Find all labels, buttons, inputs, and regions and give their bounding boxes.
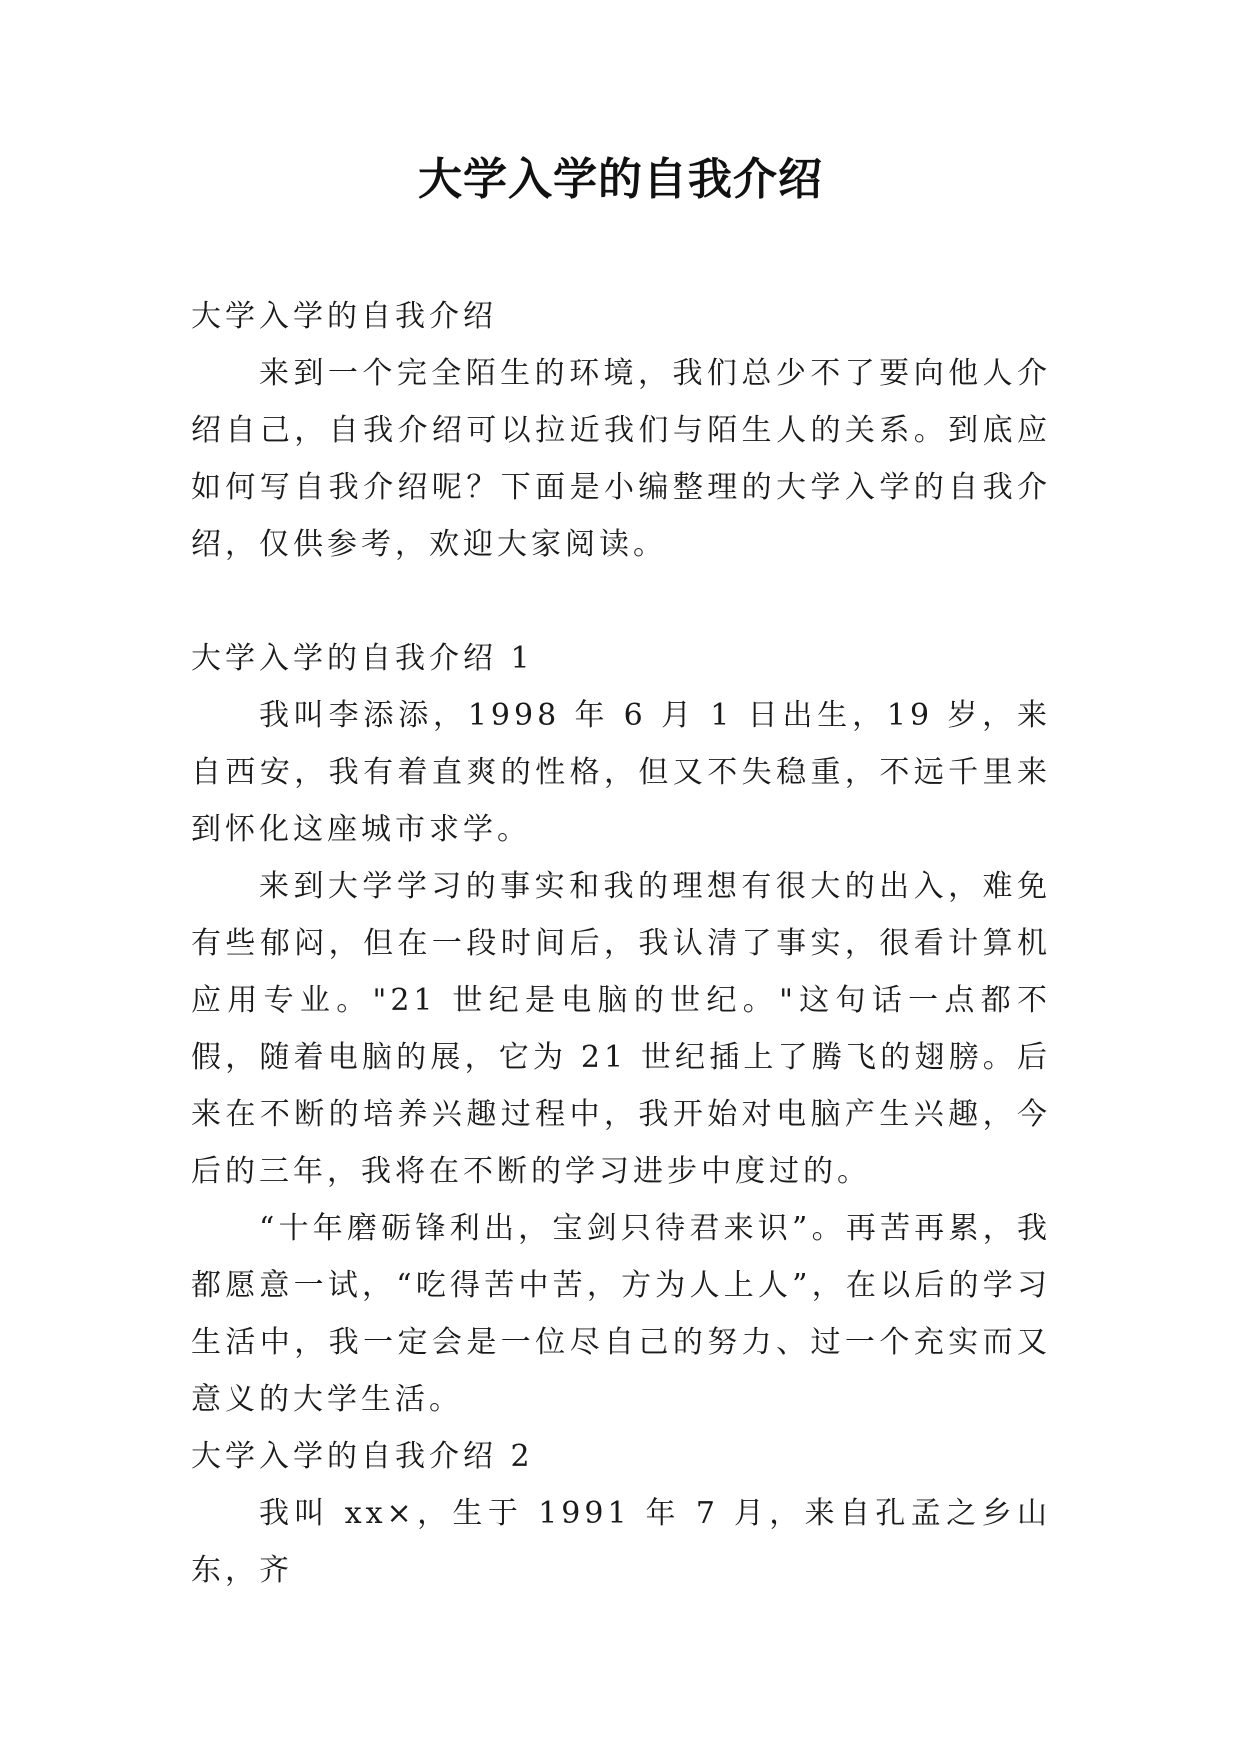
- section-1-paragraph-1: 我叫李添添，1998 年 6 月 1 日出生，19 岁，来自西安，我有着直爽的性格，但又不失稳重，不远千里来到怀化这座城市求学。: [191, 698, 1051, 847]
- section-1-paragraph-2: 来到大学学习的事实和我的理想有很大的出入，难免有些郁闷，但在一段时间后，我认清了事实，很看计算机应用专业。"21 世纪是电脑的世纪。"这句话一点都不假，随着电脑的展，它为 21 世纪插上了腾飞的翅膀。后来在不断的培养兴趣过程中，我开始对电脑产生兴趣，今后的三年，我将在不断的学习进步中度过的。: [191, 869, 1051, 1189]
- section-2-heading: 大学入学的自我介绍 2: [191, 1439, 534, 1474]
- intro-paragraph: 来到一个完全陌生的环境，我们总少不了要向他人介绍自己，自我介绍可以拉近我们与陌生人的关系。到底应如何写自我介绍呢？下面是小编整理的大学入学的自我介绍，仅供参考，欢迎大家阅读。: [191, 356, 1051, 562]
- paragraph-spacer: [191, 573, 1051, 630]
- section-1-paragraph-3: “十年磨砺锋利出，宝剑只待君来识”。再苦再累，我都愿意一试，“吃得苦中苦，方为人上人”，在以后的学习生活中，我一定会是一位尽自己的努力、过一个充实而又意义的大学生活。: [191, 1211, 1051, 1417]
- section-1-heading: 大学入学的自我介绍 1: [191, 641, 534, 676]
- section-2-paragraph-1: 我叫 xx×，生于 1991 年 7 月，来自孔孟之乡山东，齐: [191, 1496, 1051, 1588]
- document-body: [191, 288, 1051, 1599]
- intro-heading: 大学入学的自我介绍: [191, 299, 497, 334]
- document-title: 大学入学的自我介绍: [418, 154, 823, 205]
